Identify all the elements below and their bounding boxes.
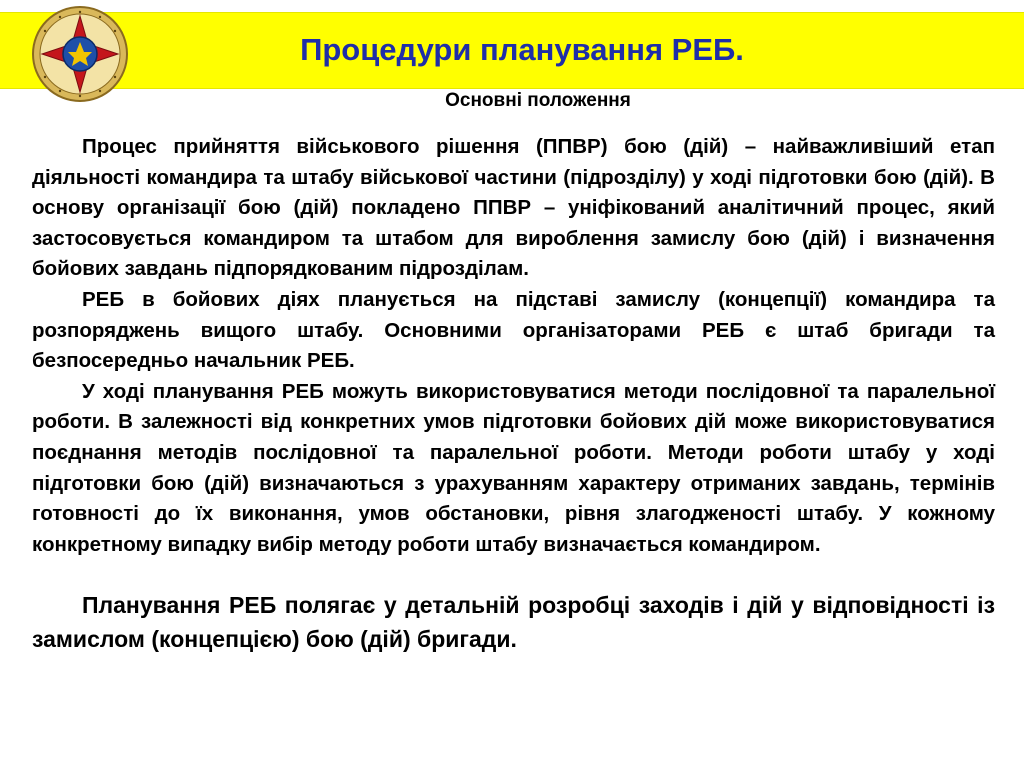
section-subtitle: Основні положення: [445, 90, 631, 111]
page-title: Процедури планування РЕБ.: [300, 32, 744, 67]
final-paragraph: Планування РЕБ полягає у детальній розробці заходів і дій у відповідності із замислом (концепцією) бою (дій) бригади.: [32, 592, 995, 653]
paragraph-2: РЕБ в бойових діях планується на підставі замислу (концепції) командира та розпоряджень вищого штабу. Основними організаторами РЕБ є штаб бригади та безпосередньо начальник РЕБ.: [32, 287, 995, 373]
body-text: [32, 132, 995, 656]
paragraph-3: У ході планування РЕБ можуть використовуватися методи послідовної та паралельної роботи. В залежності від конкретних умов підготовки бойових дій може використовуватися поєднання методів послідовної та паралельної роботи. Методи роботи штабу у ході підготовки бою (дій) визначаються з урахуванням характеру отриманих завдань, термінів готовності до їх виконання, умов обстановки, рівня злагодженості штабу. У кожному конкретному випадку вибір методу роботи штабу визначається командиром.: [32, 379, 995, 556]
paragraph-1: Процес прийняття військового рішення (ППВР) бою (дій) – найважливіший етап діяльності командира та штабу військової частини (підрозділу) у ході підготовки бою (дій). В основу організації бою (дій) покладено ППВР – уніфікований аналітичний процес, який застосовується командиром та штабом для вироблення замислу бою (дій) і визначення бойових завдань підпорядкованим підрозділам.: [32, 135, 995, 281]
